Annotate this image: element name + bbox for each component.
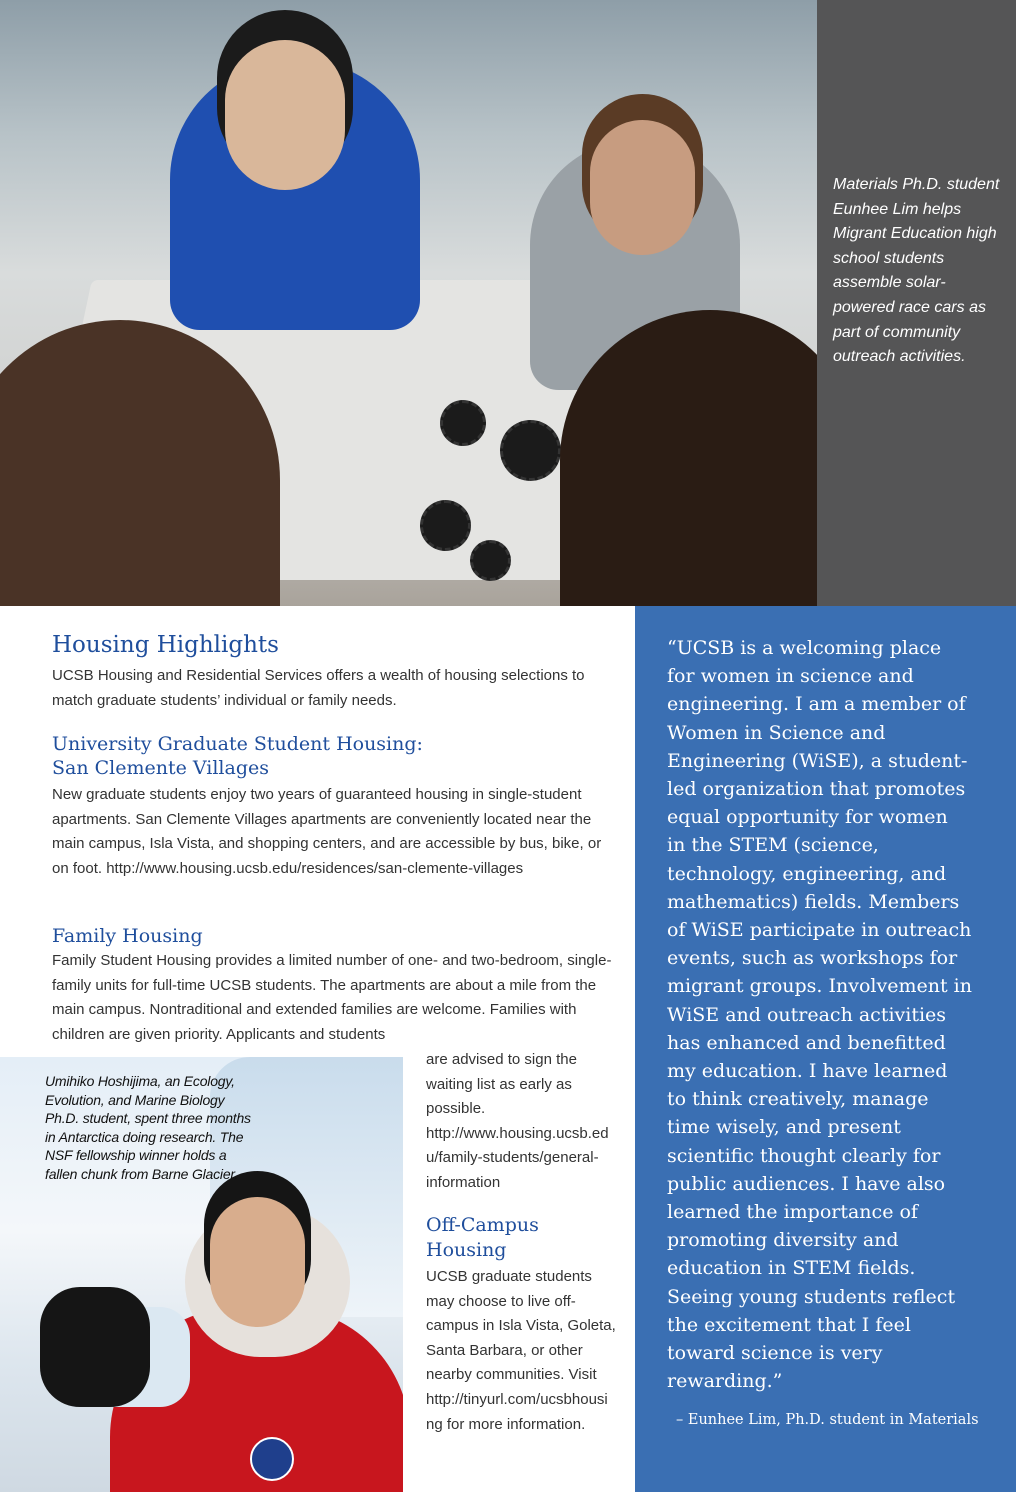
graduate-housing-title-line2: San Clemente Villages [52,757,269,779]
bottom-photo-caption: Umihiko Hoshijima, an Ecology, Evolution, and Marine Biology Ph.D. student, spent three months in Antarctica doing research. The NSF fellowship winner holds a fallen chunk from Barne Glacier. [45,1073,251,1182]
top-photo-caption: Materials Ph.D. student Eunhee Lim helps Migrant Education high school students assemble solar-powered race cars as part of community outreach activities. [833,176,1000,366]
quote-attribution: – Eunhee Lim, Ph.D. student in Materials [676,1412,979,1428]
photo-gear [500,420,561,481]
graduate-housing-title [52,732,472,780]
off-campus-housing-title: Off-Campus Housing [426,1214,539,1261]
photo-gear [470,540,511,581]
family-housing-title: Family Housing [52,925,203,947]
graduate-housing-title-line1: University Graduate Student Housing: [52,733,423,755]
photo-gear [420,500,471,551]
photo-student-head-2 [590,120,695,255]
photo-gear [440,400,486,446]
photo-jacket-patch [250,1437,294,1481]
family-housing-body: Family Student Housing provides a limited number of one- and two-bedroom, single-family units for full-time UCSB students. The apartments are about a mile from the main campus. Nontraditional and extended families are welcome. Families with children are given priority. Applicants and students [52,952,612,1043]
photo-face [210,1197,305,1327]
graduate-housing-body: New graduate students enjoy two years of guaranteed housing in single-student apartments. San Clemente Villages apartments are conveniently located near the main campus, Isla Vista, and shopping centers, and are accessible by bus, bike, or on foot. http://www.housing.ucsb.edu/residences/san-clemente-villages [52,786,602,877]
quote-text: “UCSB is a welcoming place for women in science and engineering. I am a member of Women in Science and Engineering (WiSE), a student-led organization that promotes equal opportunity for women in the STEM (science, technology, engineering, and mathematics) fields. Members of WiSE participate in outreach events, such as workshops for migrant groups. Involvement in WiSE and outreach activities has enhanced and benefitted my education. I have learned to think creatively, manage time wisely, and present scientific thought clearly for public audiences. I have also learned the importance of promoting diversity and education in STEM fields. Seeing young students reflect the excitement that I feel toward science is very rewarding.” [667,637,972,1393]
off-campus-housing-body: UCSB graduate students may choose to live off-campus in Isla Vista, Goleta, Santa Barbara, or other nearby communities. Visit http://tinyurl.com/ucsbhousing for more information. [426,1268,616,1433]
photo-student-head [225,40,345,190]
housing-intro: UCSB Housing and Residential Services offers a wealth of housing selections to match graduate students’ individual or family needs. [52,667,585,709]
top-photo [0,0,817,606]
photo-gloved-hand [40,1287,150,1407]
housing-highlights-title: Housing Highlights [52,632,279,658]
family-housing-body-continued: are advised to sign the waiting list as early as possible. http://www.housing.ucsb.edu/family-students/general-information [426,1051,609,1191]
